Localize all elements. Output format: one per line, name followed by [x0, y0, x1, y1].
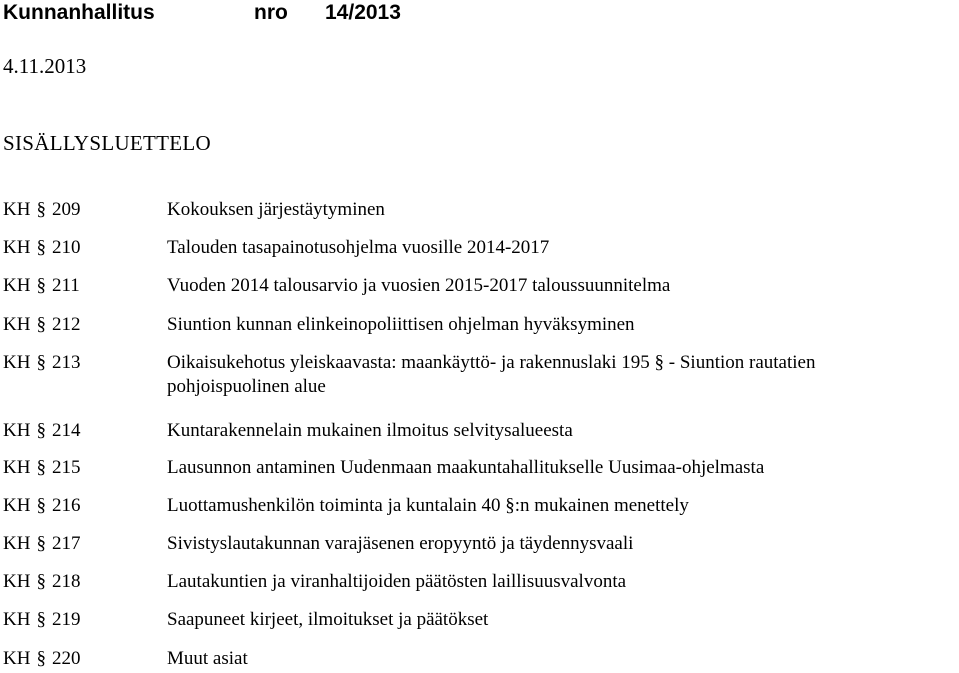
toc-item-code: [3, 351, 80, 375]
meeting-date: 4.11.2013: [3, 54, 87, 78]
toc-item-code: [3, 313, 80, 337]
toc-item-code: [3, 419, 80, 443]
toc-item-title: Sivistyslautakunnan varajäsenen eropyyntö ja täydennysvaali: [167, 533, 634, 554]
toc-item-code: [3, 608, 80, 632]
toc-item-code: [3, 274, 80, 298]
toc-item-prefix: KH: [3, 199, 31, 220]
toc-item-code: [3, 198, 80, 222]
meeting-number: 14/2013: [325, 1, 401, 24]
section-sign: §: [36, 314, 46, 335]
toc-item-title: Lausunnon antaminen Uudenmaan maakuntahallitukselle Uusimaa-ohjelmasta: [167, 457, 765, 478]
toc-item-prefix: KH: [3, 571, 31, 592]
section-sign: §: [36, 648, 46, 669]
toc-item-prefix: KH: [3, 495, 31, 516]
section-sign: §: [36, 199, 46, 220]
document-header: [3, 0, 401, 26]
toc-item-number: 211: [51, 275, 80, 296]
toc-item-code: [3, 456, 80, 480]
toc-item-prefix: KH: [3, 352, 31, 373]
toc-item-prefix: KH: [3, 420, 31, 441]
number-label: nro: [254, 1, 288, 24]
toc-item-title: Vuoden 2014 talousarvio ja vuosien 2015-2017 taloussuunnitelma: [167, 275, 671, 296]
toc-item-title: Kokouksen järjestäytyminen: [167, 199, 385, 220]
section-sign: §: [36, 352, 46, 373]
toc-item-title: Luottamushenkilön toiminta ja kuntalain 40 §:n mukainen menettely: [167, 495, 689, 516]
toc-item-title: Muut asiat: [167, 648, 248, 669]
toc-item-number: 212: [51, 314, 81, 335]
toc-item-number: 220: [51, 648, 81, 669]
toc-item-code: [3, 570, 80, 594]
toc-item-prefix: KH: [3, 457, 31, 478]
toc-item-title: Saapuneet kirjeet, ilmoitukset ja päätökset: [167, 609, 489, 630]
toc-item-code: [3, 236, 80, 260]
toc-item-code: [3, 494, 80, 518]
section-sign: §: [36, 275, 46, 296]
toc-item-prefix: KH: [3, 275, 31, 296]
section-sign: §: [36, 571, 46, 592]
toc-item-prefix: KH: [3, 533, 31, 554]
toc-item-number: 219: [51, 609, 81, 630]
toc-item-number: 217: [51, 533, 81, 554]
toc-item-title: Talouden tasapainotusohjelma vuosille 2014-2017: [167, 237, 550, 258]
toc-item-title: Oikaisukehotus yleiskaavasta: maankäyttö- ja rakennuslaki 195 § - Siuntion rautatien pohjoispuolinen alue: [167, 352, 816, 397]
toc-item-number: 210: [51, 237, 81, 258]
toc-title: SISÄLLYSLUETTELO: [3, 131, 212, 155]
toc-item-prefix: KH: [3, 609, 31, 630]
toc-item-number: 209: [51, 199, 81, 220]
section-sign: §: [36, 609, 46, 630]
toc-item-prefix: KH: [3, 237, 31, 258]
section-sign: §: [36, 237, 46, 258]
section-sign: §: [36, 457, 46, 478]
toc-item-title: Lautakuntien ja viranhaltijoiden päätösten laillisuusvalvonta: [167, 571, 627, 592]
toc-item-number: 213: [51, 352, 81, 373]
toc-item-code: [3, 532, 80, 556]
section-sign: §: [36, 420, 46, 441]
toc-item-code: [3, 647, 80, 671]
toc-item-title: Siuntion kunnan elinkeinopoliittisen ohjelman hyväksyminen: [167, 314, 635, 335]
toc-item-number: 216: [51, 495, 81, 516]
toc-item-title: Kuntarakennelain mukainen ilmoitus selvitysalueesta: [167, 420, 573, 441]
toc-item-number: 218: [51, 571, 81, 592]
toc-item-number: 215: [51, 457, 81, 478]
section-sign: §: [36, 533, 46, 554]
toc-item-prefix: KH: [3, 648, 31, 669]
toc-item-prefix: KH: [3, 314, 31, 335]
section-sign: §: [36, 495, 46, 516]
organ-name: Kunnanhallitus: [3, 1, 155, 24]
toc-item-number: 214: [51, 420, 81, 441]
